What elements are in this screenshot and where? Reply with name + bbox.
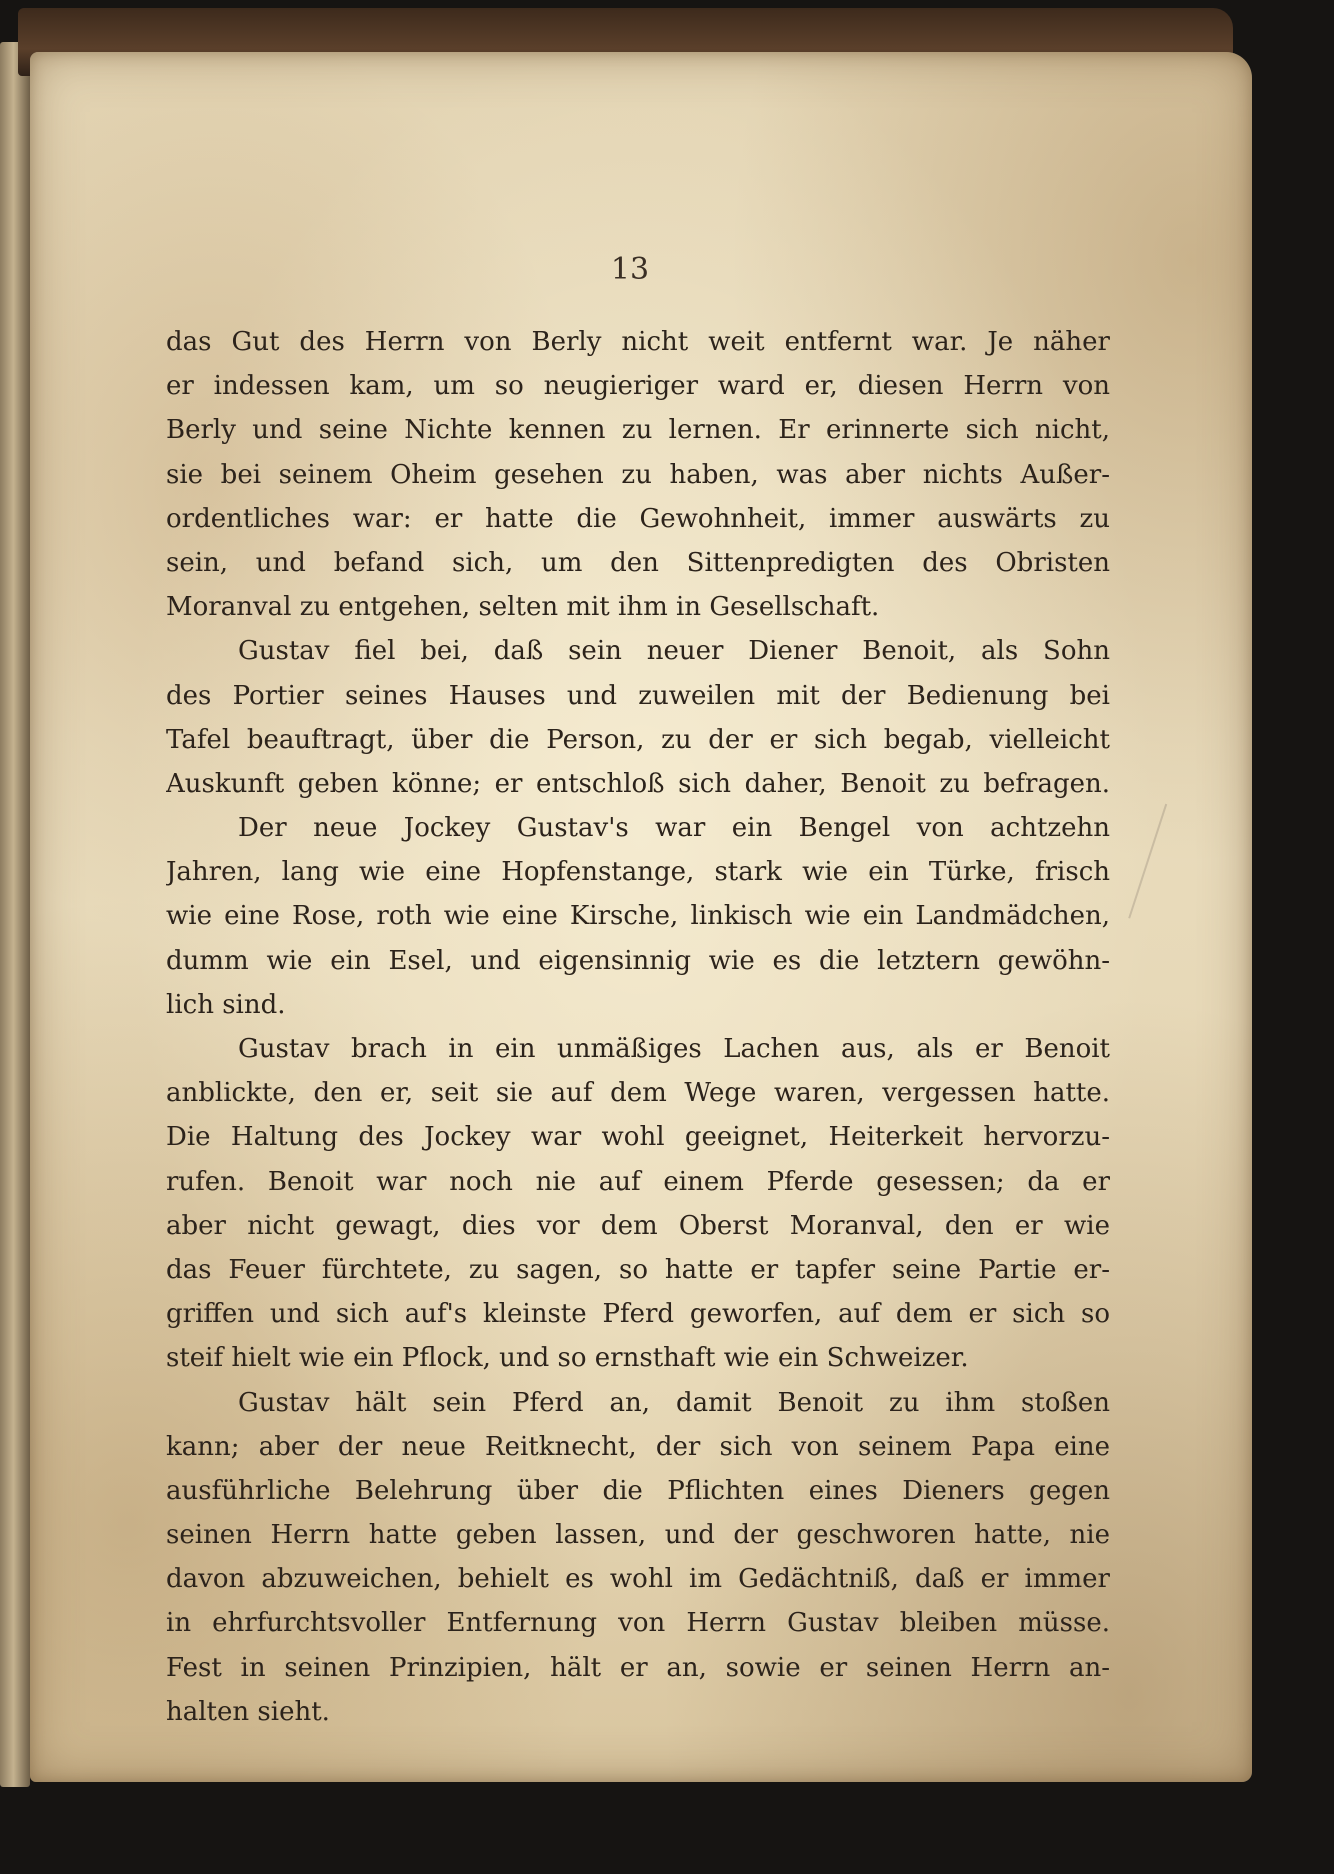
text-line: Gustav brach in ein unmäßiges Lachen aus, als er Benoit bbox=[238, 1034, 1110, 1064]
text-line: lich sind. bbox=[166, 989, 286, 1020]
text-line: ordentliches war: er hatte die Gewohnheit, immer auswärts zu bbox=[166, 503, 1110, 534]
text-line: Moranval zu entgehen, selten mit ihm in Gesellschaft. bbox=[166, 592, 880, 623]
text-line: griffen und sich auf's kleinste Pferd geworfen, auf dem er sich so bbox=[166, 1299, 1110, 1330]
text-line: anblickte, den er, seit sie auf dem Wege waren, vergessen hatte. bbox=[166, 1078, 1110, 1109]
text-line: des Portier seines Hauses und zuweilen mit der Bedienung bei bbox=[166, 680, 1110, 711]
text-line: kann; aber der neue Reitknecht, der sich von seinem Papa eine bbox=[166, 1431, 1110, 1462]
text-line: Gustav hält sein Pferd an, damit Benoit zu ihm stoßen bbox=[238, 1387, 1110, 1418]
text-line: Die Haltung des Jockey war wohl geeignet, Heiterkeit hervorzu- bbox=[166, 1122, 1110, 1153]
text-line: Tafel beauftragt, über die Person, zu der er sich begab, vielleicht bbox=[166, 724, 1110, 755]
pencil-mark bbox=[1128, 804, 1234, 940]
text-line: Gustav fiel bei, daß sein neuer Diener Benoit, als Sohn bbox=[238, 636, 1110, 667]
text-line: davon abzuweichen, behielt es wohl im Gedächtniß, daß er immer bbox=[166, 1564, 1110, 1595]
binding-edge bbox=[0, 42, 30, 1787]
text-line: seinen Herrn hatte geben lassen, und der geschworen hatte, nie bbox=[166, 1520, 1110, 1551]
text-line: Jahren, lang wie eine Hopfenstange, stark wie ein Türke, frisch bbox=[166, 857, 1110, 888]
text-line: dumm wie ein Esel, und eigensinnig wie es die letztern gewöhn- bbox=[166, 945, 1110, 976]
body-text bbox=[166, 320, 1110, 1734]
text-line: Berly und seine Nichte kennen zu lernen. Er erinnerte sich nicht, bbox=[166, 415, 1110, 446]
text-line: rufen. Benoit war noch nie auf einem Pferde gesessen; da er bbox=[166, 1166, 1110, 1197]
text-line: aber nicht gewagt, dies vor dem Oberst Moranval, den er wie bbox=[166, 1210, 1110, 1241]
page-number: 13 bbox=[610, 252, 650, 287]
text-line: halten sieht. bbox=[166, 1696, 330, 1727]
text-line: Der neue Jockey Gustav's war ein Bengel von achtzehn bbox=[238, 813, 1110, 844]
text-line: wie eine Rose, roth wie eine Kirsche, linkisch wie ein Landmädchen, bbox=[166, 901, 1110, 932]
text-line: das Gut des Herrn von Berly nicht weit entfernt war. Je näher bbox=[166, 327, 1110, 357]
paper-page bbox=[30, 52, 1252, 1782]
text-line: ausführliche Belehrung über die Pflichten eines Dieners gegen bbox=[166, 1475, 1110, 1506]
text-line: sein, und befand sich, um den Sittenpredigten des Obristen bbox=[166, 547, 1110, 578]
text-line: das Feuer fürchtete, zu sagen, so hatte er tapfer seine Partie er- bbox=[166, 1254, 1110, 1285]
text-line: steif hielt wie ein Pflock, und so ernsthaft wie ein Schweizer. bbox=[166, 1343, 969, 1374]
text-line: sie bei seinem Oheim gesehen zu haben, was aber nichts Außer- bbox=[166, 459, 1110, 490]
text-line: er indessen kam, um so neugieriger ward er, diesen Herrn von bbox=[166, 371, 1110, 402]
text-line: Auskunft geben könne; er entschloß sich daher, Benoit zu befragen. bbox=[166, 768, 1110, 799]
text-line: in ehrfurchtsvoller Entfernung von Herrn Gustav bleiben müsse. bbox=[166, 1608, 1110, 1639]
text-line: Fest in seinen Prinzipien, hält er an, sowie er seinen Herrn an- bbox=[166, 1652, 1110, 1683]
